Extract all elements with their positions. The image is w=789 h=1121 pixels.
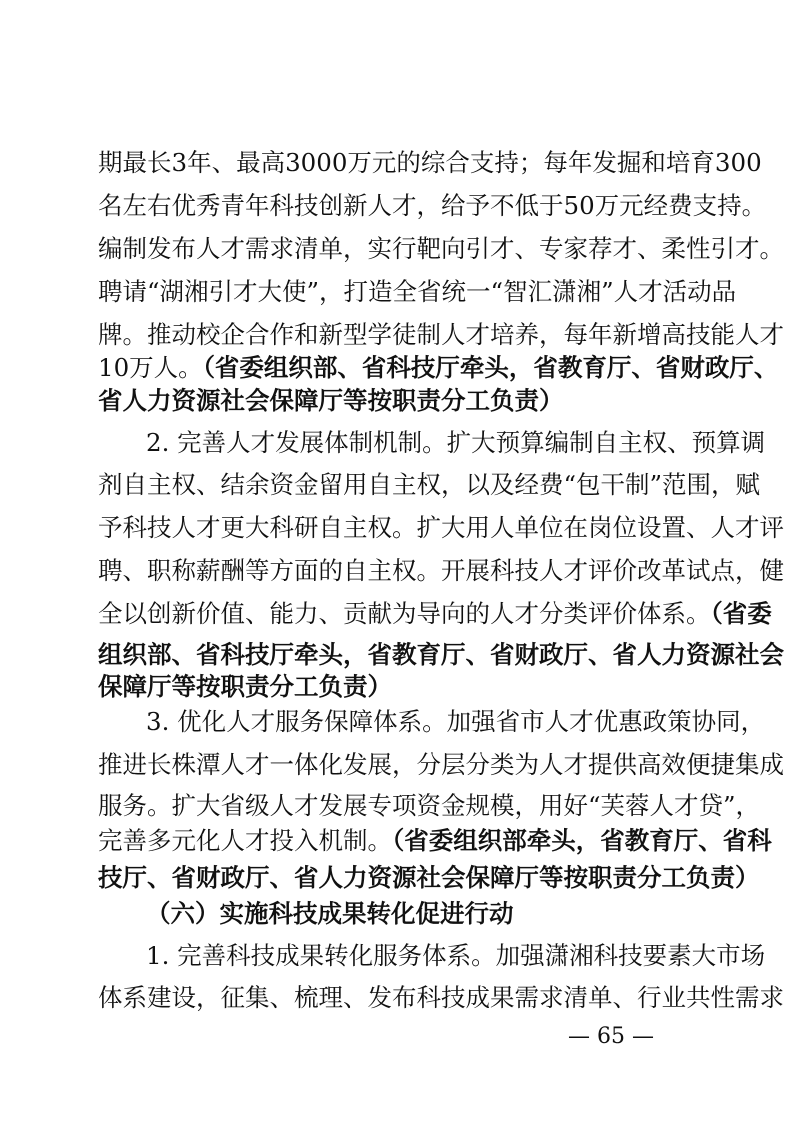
- text-line: [98, 640, 784, 670]
- responsibility-note: 技厅、省财政厅、省人力资源社会保障厅等按职责分工负责）: [98, 863, 760, 892]
- text-line: [98, 672, 690, 702]
- text-line: 推进长株潭人才一体化发展，分层分类为人才提供高效便捷集成: [98, 750, 784, 779]
- text-line: 名左右优秀青年科技创新人才，给予不低于50万元经费支持。: [98, 191, 767, 220]
- text-line: [98, 599, 772, 629]
- text-line: [98, 386, 690, 416]
- responsibility-note: （省委: [710, 599, 772, 628]
- text-line: 体系建设，征集、梳理、发布科技成果需求清单、行业共性需求: [98, 983, 784, 1012]
- text-line: 编制发布人才需求清单，实行靶向引才、专家荐才、柔性引才。: [98, 234, 784, 263]
- text-line: [98, 826, 772, 856]
- body-text: 10万人。: [98, 353, 203, 382]
- text-line: 聘请“湖湘引才大使”，打造全省统一“智汇潇湘”人才活动品: [98, 277, 737, 306]
- body-text: 全以创新价值、能力、贡献为导向的人才分类评价体系。: [98, 599, 711, 628]
- text-line: 期最长3年、最高3000万元的综合支持；每年发掘和培育300: [98, 148, 762, 177]
- text-line: 服务。扩大省级人才发展专项资金规模，用好“芙蓉人才贷”，: [98, 791, 761, 820]
- responsibility-note: 组织部、省科技厅牵头，省教育厅、省财政厅、省人力资源社会: [98, 640, 784, 669]
- text-line: [98, 353, 779, 383]
- text-line: [98, 863, 760, 893]
- section-heading: （六）实施科技成果转化促进行动: [146, 899, 514, 928]
- body-text: 完善多元化人才投入机制。: [98, 826, 392, 855]
- text-line: 牌。推动校企合作和新型学徒制人才培养，每年新增高技能人才: [98, 320, 784, 349]
- text-line: 剂自主权、结余资金留用自主权，以及经费“包干制”范围，赋: [98, 470, 761, 499]
- page-number: — 65 —: [568, 1024, 654, 1049]
- responsibility-note: 保障厅等按职责分工负责）: [98, 672, 392, 701]
- responsibility-note: （省委组织部牵头，省教育厅、省科: [392, 826, 772, 855]
- responsibility-note: 省人力资源社会保障厅等按职责分工负责）: [98, 386, 564, 415]
- paragraph-first-line: 2. 完善人才发展体制机制。扩大预算编制自主权、预算调: [146, 428, 766, 457]
- responsibility-note: （省委组织部、省科技厅牵头，省教育厅、省财政厅、: [202, 353, 779, 382]
- paragraph-first-line: 3. 优化人才服务保障体系。加强省市人才优惠政策协同，: [146, 707, 766, 736]
- text-line: 聘、职称薪酬等方面的自主权。开展科技人才评价改革试点，健: [98, 556, 784, 585]
- text-line: 予科技人才更大科研自主权。扩大用人单位在岗位设置、人才评: [98, 513, 784, 542]
- paragraph-first-line: 1. 完善科技成果转化服务体系。加强潇湘科技要素大市场: [146, 941, 766, 970]
